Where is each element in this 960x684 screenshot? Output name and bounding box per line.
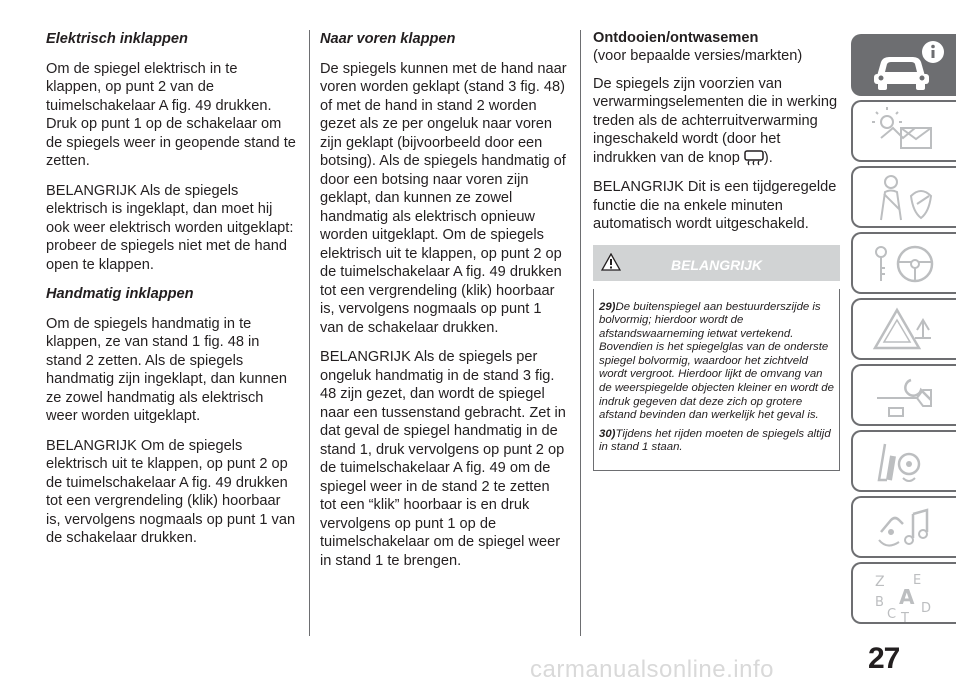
warning-note: 30)Tijdens het rijden moeten de spiegels altijd in stand 1 staan. <box>599 427 831 454</box>
car-info-icon <box>867 40 947 94</box>
page-number: 27 <box>868 642 900 675</box>
paragraph: BELANGRIJK Om de spiegels elektrisch uit te klappen, op punt 2 op de tuimelschakelaar A fig. 49 drukken tot een vergrendeling (klik) hoorbaar is, vervolgens nogmaals op punt 1 van de schakelaar drukken. <box>46 437 296 546</box>
tab-emergency[interactable] <box>851 298 956 360</box>
paragraph: BELANGRIJK Als de spiegels elektrisch is ingeklapt, dan moet hij ook weer elektrisch worden uitgeklapt: probeer de spiegels niet met de hand open te klappen. <box>46 182 294 273</box>
safety-seatbelt-icon <box>867 172 947 226</box>
svg-text:T: T <box>901 611 909 622</box>
tab-maintenance[interactable] <box>851 364 956 426</box>
paragraph: De spiegels kunnen met de hand naar voren worden geklapt (stand 3 fig. 48) of met de hand in stand 2 worden gezet als ze per ongeluk naar voren zijn geklapt (bijvoorbeeld door een botsing). Als de spiegels handmatig of door een botsing naar voren zijn geklapt, dan kunnen ze zowel handmatig als elektrisch opnieuw worden uitgeklapt. Om de spiegels elektrisch uit te klappen, op punt 2 op de tuimelschakelaar A fig. 49 drukken tot een vergrendeling (klik) hoorbaar is, vervolgens nogmaals op punt 1 van de schakelaar drukken. <box>320 60 567 336</box>
svg-text:C: C <box>887 607 897 622</box>
column-3 <box>593 30 840 471</box>
svg-text:E: E <box>913 573 922 588</box>
paragraph: BELANGRIJK Als de spiegels per ongeluk handmatig in de stand 3 fig. 48 zijn gezet, dan wordt de spiegel naar een tussenstand gebracht. Zet in dat geval de spiegel handmatig in de stand 1, druk vervolgens op punt 2 op de tuimelschakelaar A fig. 49 om de spiegel weer in de stand 2 te zetten tot een “klik” hoorbaar is en druk vervolgens op punt 1 op de tuimelschakelaar om de spiegel weer in stand 1 te brengen. <box>320 349 566 569</box>
warning-box <box>593 289 840 472</box>
warning-title: BELANGRIJK <box>670 256 762 273</box>
svg-text:Z: Z <box>875 574 885 590</box>
paragraph: De spiegels zijn voorzien van verwarmingselementen die in werking treden als de achterruitverwarming ingeschakeld wordt (door het indrukken van de knop ). <box>593 75 838 166</box>
subheading-versions: (voor bepaalde versies/markten) <box>593 48 803 64</box>
multimedia-icon <box>867 502 947 556</box>
key-steering-wheel-icon <box>867 238 947 292</box>
column-2 <box>320 30 568 581</box>
svg-text:D: D <box>921 601 932 616</box>
svg-text:A: A <box>899 585 915 609</box>
column-divider <box>580 30 581 636</box>
tab-safety[interactable] <box>851 166 956 228</box>
paragraph: Om de spiegels handmatig in te klappen, ze van stand 1 fig. 48 in stand 2 zetten. Als de spiegels handmatig zijn ingeklapt, dan kunnen ze zowel handmatig als elektrisch weer worden uitgeklapt. <box>46 315 287 424</box>
tab-dashboard-lights[interactable] <box>851 100 956 162</box>
paragraph: Om de spiegel elektrisch in te klappen, op punt 2 van de tuimelschakelaar A fig. 49 drukken. Druk op punt 1 op de schakelaar om de spiegels weer in geopende stand te zetten. <box>46 60 296 169</box>
warning-lights-icon <box>867 106 947 160</box>
column-1 <box>46 30 296 559</box>
column-divider <box>309 30 310 636</box>
heading-defrost: Ontdooien/ontwasemen <box>593 30 759 46</box>
tab-starting-driving[interactable] <box>851 232 956 294</box>
warning-header <box>593 245 840 281</box>
watermark: carmanualsonline.info <box>530 656 774 683</box>
tab-car-info[interactable] <box>851 34 956 96</box>
tab-multimedia[interactable] <box>851 496 956 558</box>
emergency-triangle-icon <box>867 304 947 358</box>
svg-text:B: B <box>875 595 884 610</box>
alphabetical-index-icon <box>867 568 947 622</box>
heading-electric-fold: Elektrisch inklappen <box>46 31 188 47</box>
tab-technical-data[interactable] <box>851 430 956 492</box>
technical-data-icon <box>867 436 947 490</box>
paragraph: BELANGRIJK Dit is een tijdgeregelde functie die na enkele minuten automatisch wordt uitgeschakeld. <box>593 179 837 232</box>
tab-index[interactable] <box>851 562 956 624</box>
rear-defrost-icon <box>744 150 764 166</box>
warning-note: 29)De buitenspiegel aan bestuurderszijde is bolvormig; hierdoor wordt de afstandswaarneming ietwat vertekend. Bovendien is het spiegelglas van de onderste spiegel bolvormig, waardoor het zichtveld wordt vergroot. Hierdoor lijkt de omvang van de weerspiegelde objecten kleiner en wordt de indruk gegeven dat deze zich op grotere afstand bevinden dan werkelijk het geval is. <box>599 300 834 422</box>
maintenance-wrench-icon <box>867 370 947 424</box>
heading-manual-fold: Handmatig inklappen <box>46 286 194 302</box>
heading-fold-forward: Naar voren klappen <box>320 31 456 47</box>
